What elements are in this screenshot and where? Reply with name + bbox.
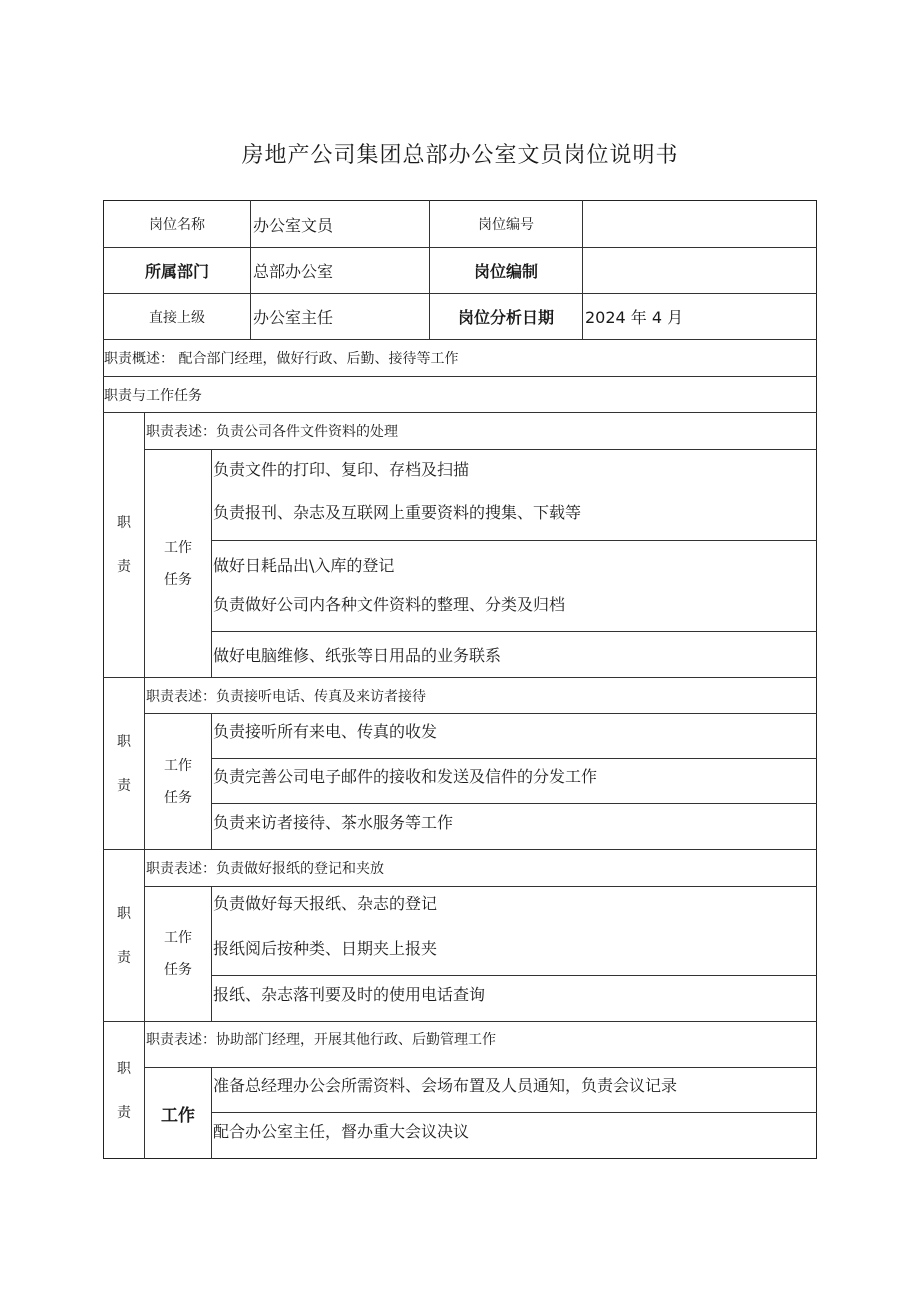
task-item: 准备总经理办公会所需资料、会场布置及人员通知，负责会议记录 bbox=[213, 1075, 678, 1095]
staffing-value bbox=[585, 248, 816, 293]
tasks-header: 职责与工作任务 bbox=[104, 387, 202, 404]
task-item: 报纸阅后按种类、日期夹上报夹 bbox=[213, 938, 438, 958]
dept-value: 总部办公室 bbox=[253, 262, 334, 281]
duty-statement-4: 职责表述：协助部门经理，开展其他行政、后勤管理工作 bbox=[146, 1031, 496, 1048]
duty-label: 职 责 bbox=[117, 1060, 131, 1121]
duty-label: 职 责 bbox=[117, 905, 131, 966]
duty-label: 职 责 bbox=[117, 733, 131, 794]
staffing-label: 岗位编制 bbox=[473, 262, 538, 281]
page-title: 房地产公司集团总部办公室文员岗位说明书 bbox=[241, 143, 679, 168]
superior-value: 办公室主任 bbox=[253, 308, 334, 327]
duty-statement-2: 职责表述：负责接听电话、传真及来访者接待 bbox=[146, 688, 426, 705]
task-item: 负责文件的打印、复印、存档及扫描 bbox=[213, 459, 470, 479]
task-item: 负责做好每天报纸、杂志的登记 bbox=[213, 893, 438, 913]
duty-statement-1: 职责表述：负责公司各件文件资料的处理 bbox=[146, 424, 398, 440]
duty-statement-3: 职责表述：负责做好报纸的登记和夹放 bbox=[146, 861, 384, 877]
position-name-label: 岗位名称 bbox=[149, 217, 205, 233]
task-item: 配合办公室主任，督办重大会议决议 bbox=[213, 1121, 470, 1141]
task-item: 负责做好公司内各种文件资料的整理、分类及归档 bbox=[213, 594, 566, 614]
position-no-value bbox=[585, 201, 816, 247]
position-name-value: 办公室文员 bbox=[253, 215, 334, 235]
task-item: 负责报刊、杂志及互联网上重要资料的搜集、下载等 bbox=[213, 502, 582, 522]
duty-overview: 职责概述： 配合部门经理，做好行政、后勤、接待等工作 bbox=[104, 351, 459, 367]
work-task-label: 工作 任务 bbox=[164, 930, 192, 978]
task-item: 做好日耗品出\入库的登记 bbox=[213, 555, 395, 575]
task-item: 负责完善公司电子邮件的接收和发送及信件的分发工作 bbox=[213, 767, 598, 786]
position-no-label: 岗位编号 bbox=[478, 217, 534, 233]
analysis-date-label: 岗位分析日期 bbox=[457, 308, 554, 327]
work-task-label: 工作 任务 bbox=[164, 757, 192, 806]
work-label-bold: 工作 bbox=[161, 1106, 195, 1126]
task-item: 报纸、杂志落刊要及时的使用电话查询 bbox=[213, 984, 486, 1004]
task-item: 负责来访者接待、茶水服务等工作 bbox=[213, 812, 454, 832]
superior-label: 直接上级 bbox=[149, 309, 205, 326]
work-task-label: 工作 任务 bbox=[164, 539, 192, 588]
duty-label: 职 责 bbox=[117, 515, 131, 575]
dept-label: 所属部门 bbox=[144, 262, 209, 281]
analysis-date-value: 2024 年 4 月 bbox=[585, 308, 684, 327]
task-item: 做好电脑维修、纸张等日用品的业务联系 bbox=[213, 646, 502, 665]
task-item: 负责接听所有来电、传真的收发 bbox=[213, 722, 438, 741]
